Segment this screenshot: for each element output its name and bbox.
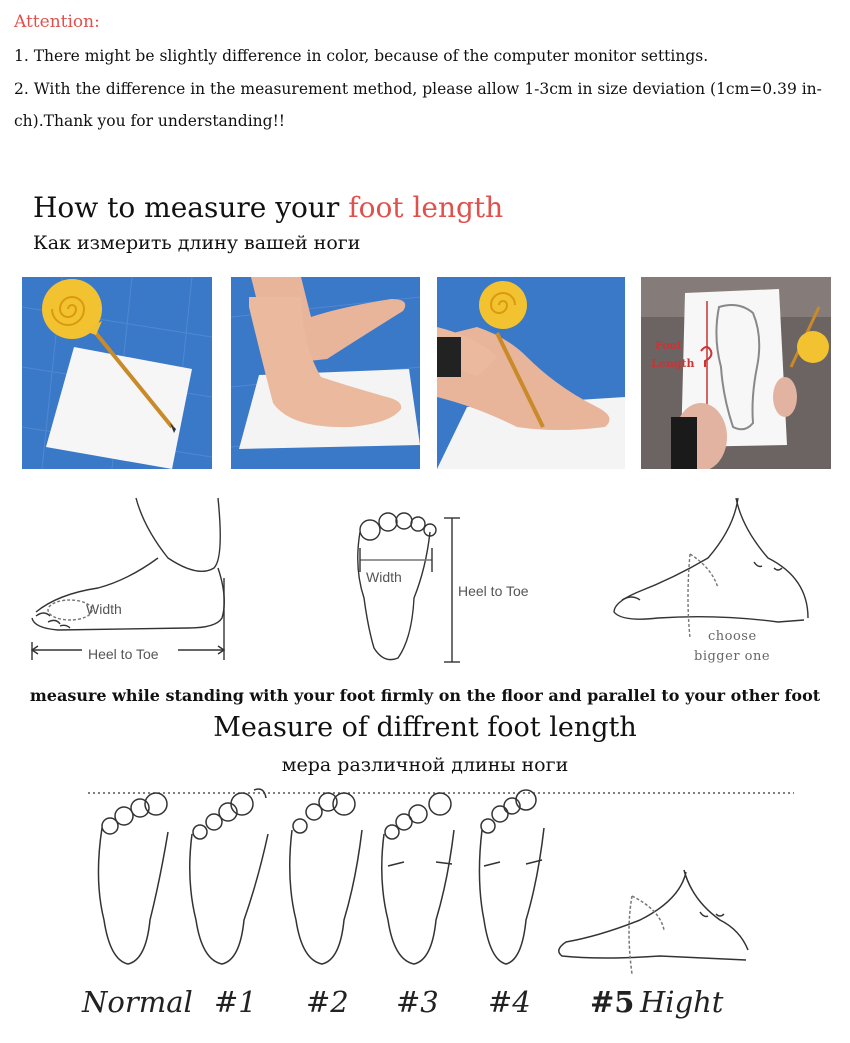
foot-label-line1: Foot (655, 339, 682, 352)
foot-types-row (0, 780, 850, 984)
attention-note-deviation: 2. With the difference in the measurement method, please allow 1-3cm in size deviation (1cm=0.39 in- (14, 80, 822, 98)
measure-title: Measure of diffrent foot length (213, 712, 637, 743)
label-bigger-one: bigger one (694, 649, 771, 664)
photo-tracing-foot (437, 277, 625, 469)
label-width-side: Width (86, 601, 122, 617)
foot-outline-normal (98, 793, 168, 964)
photo-foot-outline (641, 277, 831, 469)
photo-foot-on-paper (231, 277, 420, 469)
label-type-2: #2 (306, 985, 349, 1019)
foot-outline-2 (290, 793, 362, 964)
foot-outline-1 (190, 789, 268, 964)
label-type-4: #4 (488, 985, 531, 1019)
how-to-title-ru: Как измерить длину вашей ноги (33, 232, 361, 254)
foot-outline-4 (479, 790, 544, 964)
photo-pen-on-paper (22, 277, 212, 469)
measure-title-ru: мера различной длины ноги (281, 754, 569, 776)
attention-note-color: 1. There might be slightly difference in color, because of the computer monitor settings. (14, 47, 709, 65)
label-type-3: #3 (396, 985, 439, 1019)
label-heel-toe-top: Heel to Toe (458, 583, 529, 599)
how-to-title (33, 191, 503, 224)
how-to-title-prefix: How to measure your (33, 191, 349, 224)
label-width-top: Width (366, 569, 402, 585)
label-normal: Normal (82, 985, 193, 1019)
foot-label-line2: Length (651, 357, 695, 370)
label-hight: Hight (640, 985, 724, 1019)
label-heel-toe-side: Heel to Toe (88, 646, 159, 662)
label-type-5: #5 (590, 985, 635, 1019)
attention-title: Attention: (14, 12, 100, 32)
label-type-1: #1 (214, 985, 257, 1019)
how-to-title-accent: foot length (348, 191, 504, 224)
foot-outline-3 (382, 793, 454, 964)
standing-note: measure while standing with your foot firmly on the floor and parallel to your other foot (29, 686, 821, 705)
attention-note-thanks: ch).Thank you for understanding!! (14, 112, 286, 130)
label-choose: choose (708, 629, 757, 644)
foot-outline-5 (559, 870, 748, 974)
